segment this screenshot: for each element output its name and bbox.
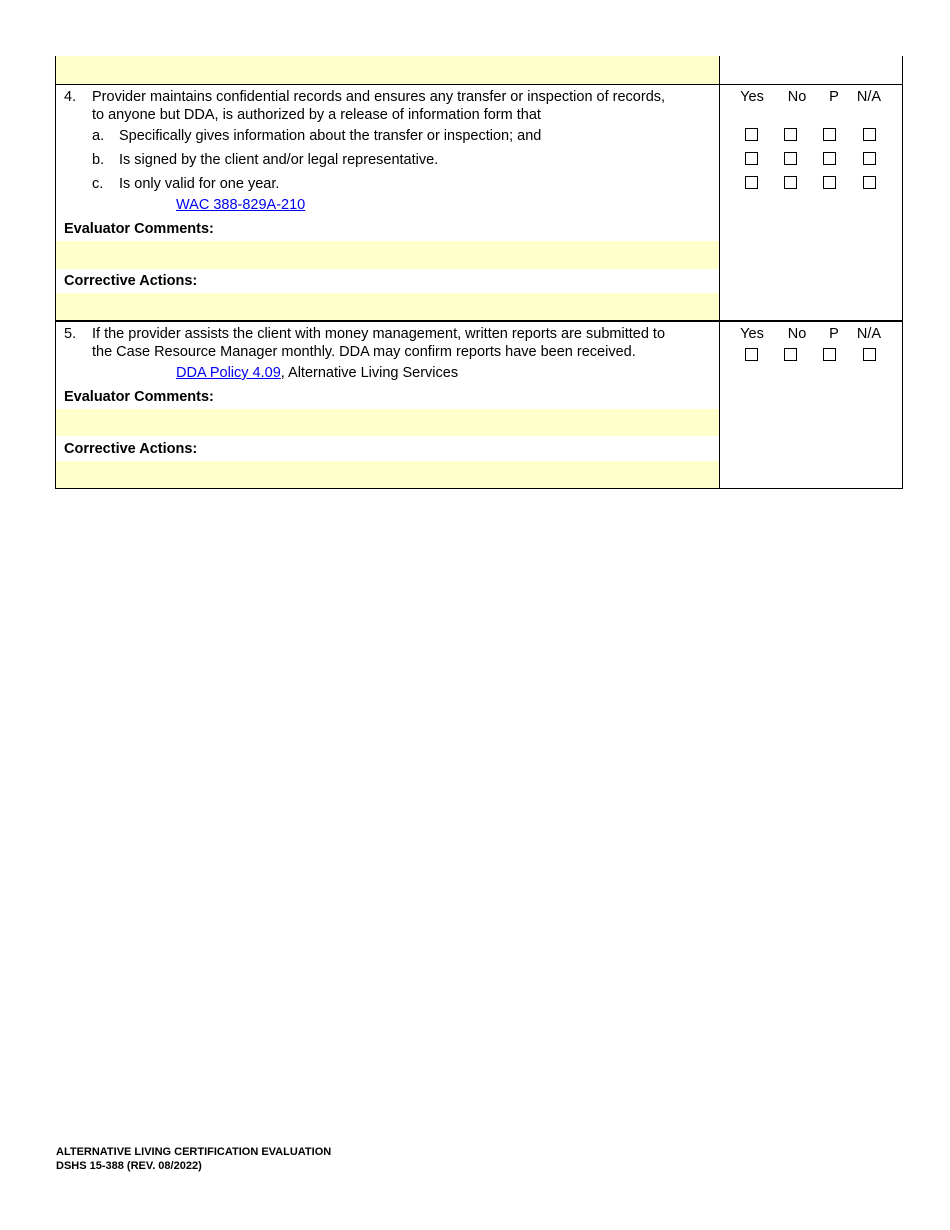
footer-form-title: ALTERNATIVE LIVING CERTIFICATION EVALUATION bbox=[56, 1146, 332, 1158]
item-4a-yes-checkbox[interactable] bbox=[745, 128, 758, 141]
item-4c-na-checkbox[interactable] bbox=[863, 176, 876, 189]
item-4-corrective-actions-label: Corrective Actions: bbox=[64, 273, 198, 289]
item-5-p-checkbox[interactable] bbox=[823, 348, 836, 361]
item-4-corrective-actions-field[interactable] bbox=[56, 293, 719, 320]
item-4-subitem-c-text: Is only valid for one year. bbox=[119, 176, 280, 192]
item-4-subitem-a-text: Specifically gives information about the transfer or inspection; and bbox=[119, 128, 542, 144]
item-4-evaluator-comments-field[interactable] bbox=[56, 241, 719, 269]
item-4b-yes-checkbox[interactable] bbox=[745, 152, 758, 165]
item-5-evaluator-comments-label: Evaluator Comments: bbox=[64, 389, 214, 405]
footer-form-number: DSHS 15-388 (REV. 08/2022) bbox=[56, 1160, 202, 1172]
item-5-no-checkbox[interactable] bbox=[784, 348, 797, 361]
item-5-header-p: P bbox=[829, 326, 839, 342]
item-4-subitem-b-text: Is signed by the client and/or legal representative. bbox=[119, 152, 439, 168]
item-5-yes-checkbox[interactable] bbox=[745, 348, 758, 361]
item-4a-no-checkbox[interactable] bbox=[784, 128, 797, 141]
row-divider-top bbox=[55, 84, 903, 85]
table-bottom-border bbox=[55, 488, 903, 489]
item-4b-no-checkbox[interactable] bbox=[784, 152, 797, 165]
item-4b-p-checkbox[interactable] bbox=[823, 152, 836, 165]
item-4c-p-checkbox[interactable] bbox=[823, 176, 836, 189]
item-4-header-no: No bbox=[787, 89, 807, 105]
item-4a-p-checkbox[interactable] bbox=[823, 128, 836, 141]
item-5-corrective-actions-field[interactable] bbox=[56, 461, 719, 488]
item-4c-no-checkbox[interactable] bbox=[784, 176, 797, 189]
item-4-reference-link[interactable]: WAC 388-829A-210 bbox=[176, 197, 306, 213]
item-4-subitem-b-letter: b. bbox=[92, 152, 105, 168]
item-5-evaluator-comments-field[interactable] bbox=[56, 409, 719, 436]
item-4-header-p: P bbox=[829, 89, 839, 105]
item-5-na-checkbox[interactable] bbox=[863, 348, 876, 361]
item-5-header-no: No bbox=[787, 326, 807, 342]
item-4-number: 4. bbox=[64, 89, 77, 105]
item-4b-na-checkbox[interactable] bbox=[863, 152, 876, 165]
item-4-subitem-a-letter: a. bbox=[92, 128, 105, 144]
item-5-header-yes: Yes bbox=[740, 326, 764, 342]
item-5-header-na: N/A bbox=[856, 326, 882, 342]
table-right-border bbox=[902, 56, 903, 489]
item-5-reference-suffix: , Alternative Living Services bbox=[280, 365, 459, 381]
item-4-header-yes: Yes bbox=[740, 89, 764, 105]
item-5-text-line-2: the Case Resource Manager monthly. DDA may confirm reports have been received. bbox=[92, 344, 636, 360]
item-5-number: 5. bbox=[64, 326, 77, 342]
item-5-corrective-actions-label: Corrective Actions: bbox=[64, 441, 198, 457]
item-4a-na-checkbox[interactable] bbox=[863, 128, 876, 141]
item-4-evaluator-comments-label: Evaluator Comments: bbox=[64, 221, 214, 237]
item-5-reference bbox=[176, 364, 458, 382]
row-divider-middle bbox=[55, 320, 903, 322]
item-4c-yes-checkbox[interactable] bbox=[745, 176, 758, 189]
item-4-text-line-2: to anyone but DDA, is authorized by a release of information form that bbox=[92, 107, 541, 123]
column-divider bbox=[719, 56, 720, 489]
previous-corrective-actions-field[interactable] bbox=[56, 56, 719, 84]
item-4-header-na: N/A bbox=[856, 89, 882, 105]
item-4-subitem-c-letter: c. bbox=[92, 176, 104, 192]
item-5-reference-link[interactable]: DDA Policy 4.09 bbox=[176, 365, 281, 381]
item-5-text-line-1: If the provider assists the client with money management, written reports are submitted to bbox=[92, 326, 666, 342]
item-4-text-line-1: Provider maintains confidential records and ensures any transfer or inspection of records, bbox=[92, 89, 666, 105]
